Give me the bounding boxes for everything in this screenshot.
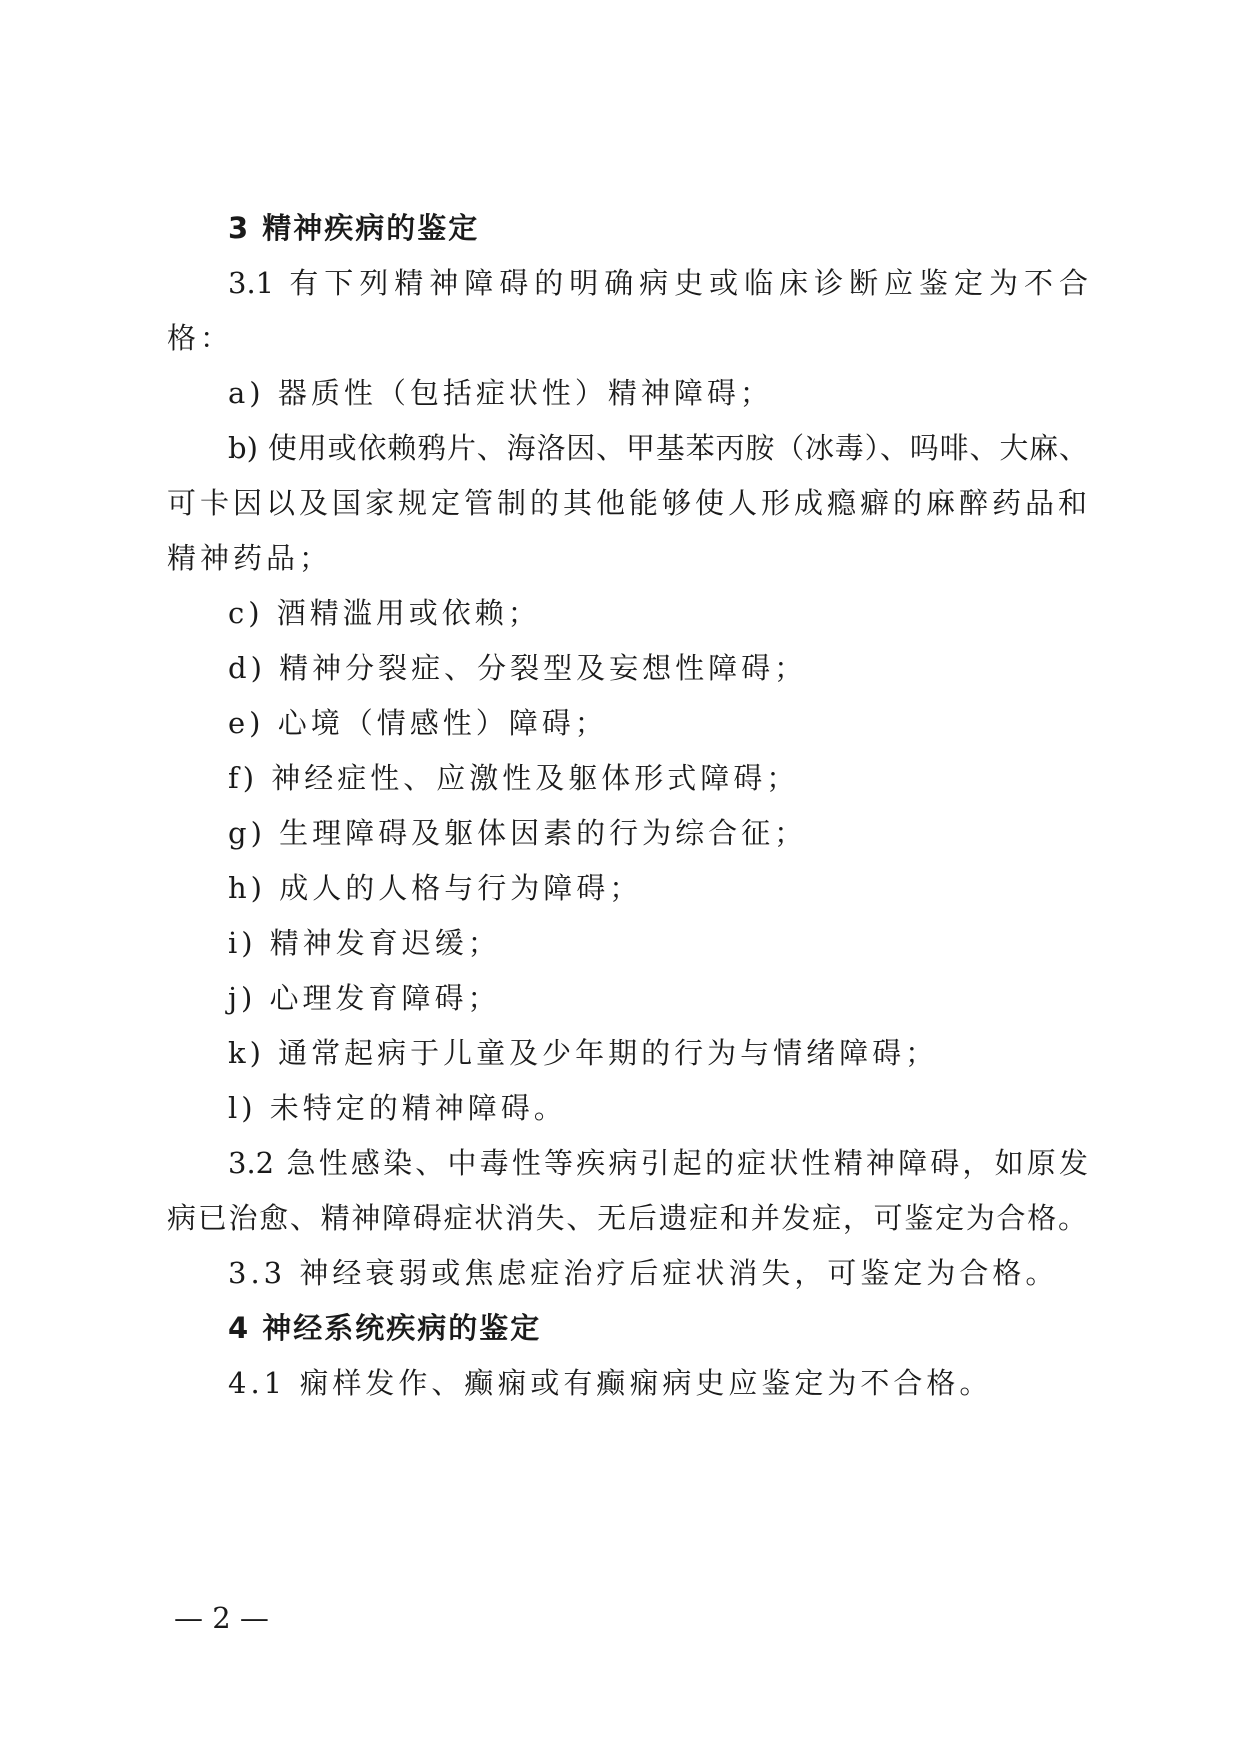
list-item-f: f) 神经症性、应激性及躯体形式障碍； (228, 761, 800, 795)
list-item-a: a) 器质性（包括症状性）精神障碍； (228, 376, 773, 410)
section-heading-4: 4 神经系统疾病的鉴定 (228, 1311, 542, 1345)
list-item-g: g) 生理障碍及躯体因素的行为综合征； (228, 816, 808, 850)
list-item-b-line-1: b) 使用或依赖鸦片、海洛因、甲基苯丙胺（冰毒）、吗啡、大麻、 (228, 431, 1088, 465)
list-item-e: e) 心境（情感性）障碍； (228, 706, 608, 740)
list-item-h: h) 成人的人格与行为障碍； (228, 871, 643, 905)
list-item-l: l) 未特定的精神障碍。 (228, 1091, 567, 1125)
list-item-k: k) 通常起病于儿童及少年期的行为与情绪障碍； (228, 1036, 939, 1070)
paragraph-4-1: 4.1 痫样发作、癫痫或有癫痫病史应鉴定为不合格。 (228, 1366, 993, 1400)
list-item-j: j) 心理发育障碍； (228, 981, 501, 1015)
page-number: — 2 — (174, 1601, 269, 1635)
paragraph-3-1-line-1: 3.1 有下列精神障碍的明确病史或临床诊断应鉴定为不合 (228, 266, 1088, 300)
paragraph-3-2-line-2: 病已治愈、精神障碍症状消失、无后遗症和并发症，可鉴定为合格。 (167, 1201, 1087, 1235)
list-item-c: c) 酒精滥用或依赖； (228, 596, 541, 630)
list-item-d: d) 精神分裂症、分裂型及妄想性障碍； (228, 651, 808, 685)
list-item-b-line-2: 可卡因以及国家规定管制的其他能够使人形成瘾癖的麻醉药品和 (167, 486, 1087, 520)
section-heading-3: 3 精神疾病的鉴定 (228, 211, 480, 245)
list-item-b-line-3: 精神药品； (167, 541, 333, 575)
paragraph-3-2-line-1: 3.2 急性感染、中毒性等疾病引起的症状性精神障碍，如原发 (228, 1146, 1088, 1180)
list-item-i: i) 精神发育迟缓； (228, 926, 501, 960)
paragraph-3-1-line-2: 格： (167, 321, 234, 355)
paragraph-3-3: 3.3 神经衰弱或焦虑症治疗后症状消失，可鉴定为合格。 (228, 1256, 1059, 1290)
